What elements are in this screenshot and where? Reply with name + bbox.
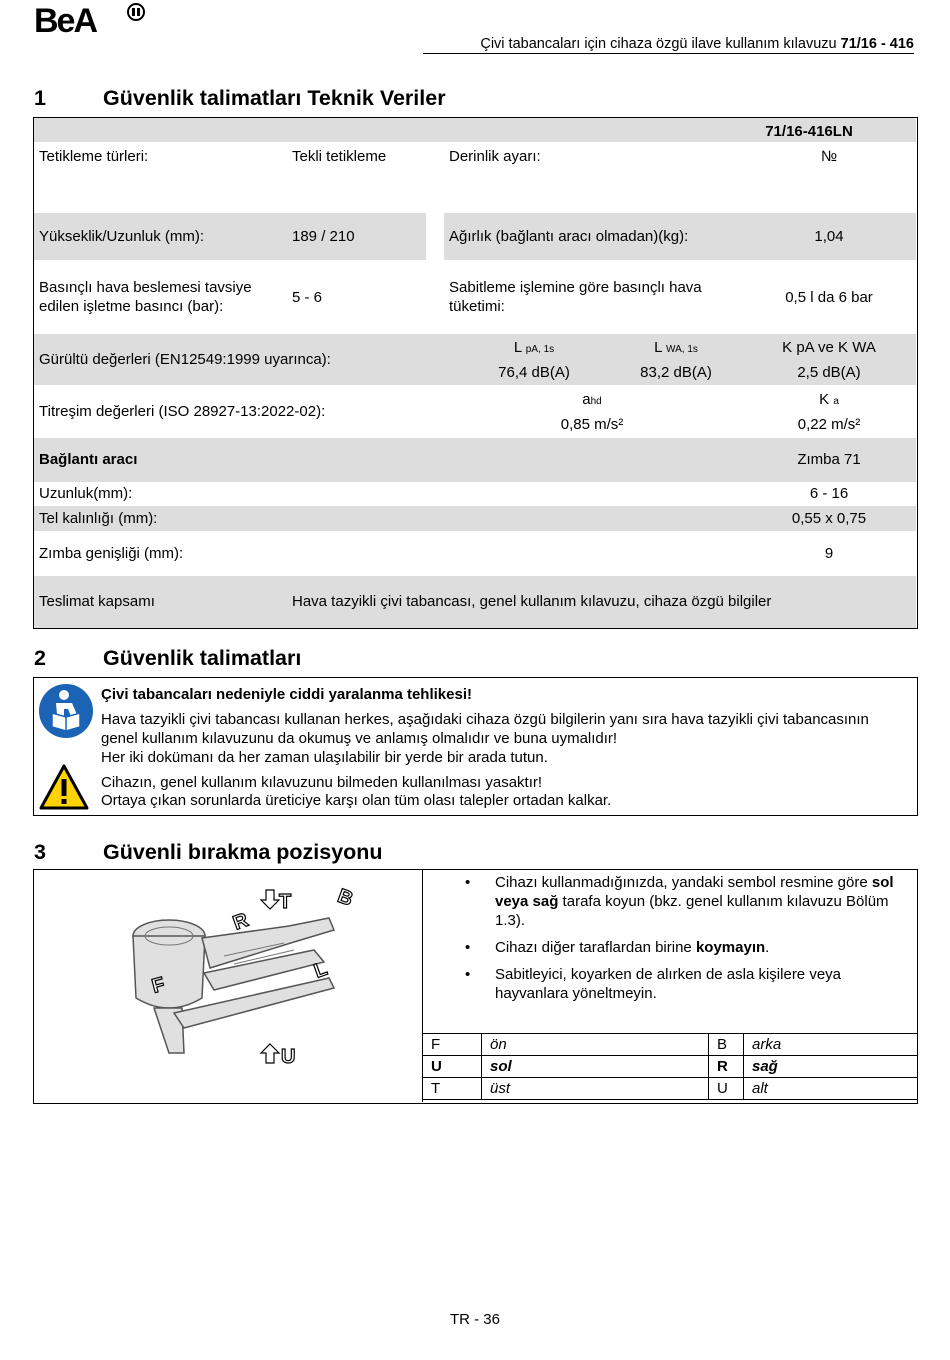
safety-paragraph-2: Her iki dokümanı da her zaman ulaşılabilir bir yerde bir arada tutun. bbox=[101, 749, 548, 766]
header-rule bbox=[423, 53, 914, 54]
wire-value: 0,55 x 0,75 bbox=[791, 510, 867, 527]
safety-paragraph-1: Hava tazyikli çivi tabancası kullanan herkes, aşağıdaki cihaza özgü bilgilerin yanı sıra hava tazyikli çivi tabancasının genel kullanım kılavuzunu da okumuş ve anlamış olmalıdır ve buna uymalıdır! bbox=[101, 711, 869, 747]
noise-lwa-symbol: L bbox=[654, 339, 662, 356]
noise-lpa-subscript: pA, 1s bbox=[525, 344, 555, 355]
safety-box bbox=[33, 677, 918, 816]
noise-k-header: K pA ve K WA bbox=[782, 339, 876, 356]
pressure-value: 5 - 6 bbox=[292, 289, 323, 306]
logo-text: BeA bbox=[34, 2, 97, 36]
noise-k-value: 2,5 dB(A) bbox=[797, 364, 861, 381]
vib-a-symbol: a bbox=[582, 391, 591, 408]
header-model: 71/16 - 416 bbox=[840, 36, 914, 52]
model-column-header: 71/16-416LN bbox=[765, 123, 853, 140]
bea-logo bbox=[34, 2, 146, 36]
legend-row bbox=[423, 1078, 918, 1100]
legend-value: ön bbox=[482, 1034, 709, 1056]
header-title-text: Çivi tabancaları için cihaza özgü ilave kullanım kılavuzu bbox=[480, 36, 837, 52]
length-value: 6 - 16 bbox=[809, 485, 849, 502]
legend-value: üst bbox=[482, 1078, 709, 1100]
vib-a-subscript: hd bbox=[590, 396, 602, 407]
consumption-label: Sabitleme işlemine göre basınçlı hava tüketimi: bbox=[449, 279, 702, 315]
figure-label-f: F bbox=[149, 973, 168, 998]
trigger-value: Tekli tetikleme bbox=[292, 148, 387, 165]
legend-key: U bbox=[709, 1078, 744, 1100]
bullet-1-text-c: tarafa koyun (bkz. genel kullanım kılavuzu Bölüm 1.3). bbox=[495, 893, 889, 929]
bullet-2 bbox=[459, 938, 909, 957]
arrow-up-icon bbox=[261, 1044, 279, 1063]
depth-label: Derinlik ayarı: bbox=[449, 148, 541, 165]
noise-lwa-header bbox=[616, 338, 736, 359]
bullet-1-text-b: sol veya sağ bbox=[495, 874, 894, 910]
legend-row bbox=[423, 1056, 918, 1078]
noise-lpa-header bbox=[474, 338, 594, 359]
bullet-1-text-a: Cihazı kullanmadığınızda, yandaki sembol resmine göre bbox=[495, 874, 872, 891]
legend-value: arka bbox=[744, 1034, 918, 1056]
warning-triangle-icon bbox=[38, 763, 90, 811]
noise-lwa-value: 83,2 dB(A) bbox=[640, 364, 712, 381]
trigger-label: Tetikleme türleri: bbox=[39, 148, 149, 165]
noise-lpa-value: 76,4 dB(A) bbox=[498, 364, 570, 381]
warning-title: Çivi tabancaları nedeniyle ciddi yaralanma tehlikesi! bbox=[101, 686, 472, 703]
noise-label: Gürültü değerleri (EN12549:1999 uyarınca): bbox=[39, 351, 331, 368]
section1-title: Güvenlik talimatları Teknik Veriler bbox=[103, 86, 446, 110]
noise-lpa-symbol: L bbox=[513, 339, 522, 356]
legend-key: T bbox=[423, 1078, 482, 1100]
storage-box bbox=[33, 869, 918, 1104]
header-title bbox=[480, 36, 914, 52]
wire-label: Tel kalınlığı (mm): bbox=[39, 510, 158, 527]
nailer-figure bbox=[114, 878, 354, 1068]
vib-k-value: 0,22 m/s² bbox=[797, 416, 861, 433]
safety-paragraph-4: Ortaya çıkan sorunlarda üreticiye karşı olan tüm olası talepler ortadan kalkar. bbox=[101, 792, 612, 809]
vib-a-header bbox=[532, 390, 652, 411]
bullet-1 bbox=[459, 873, 909, 930]
section2-number: 2 bbox=[34, 646, 46, 670]
vib-k-header bbox=[769, 390, 889, 411]
bullet-3: • Sabitleyici, koyarken de alırken de asla kişilere veya hayvanlara yöneltmeyin. bbox=[459, 965, 909, 1003]
fastener-label: Bağlantı aracı bbox=[39, 451, 138, 468]
crown-value: 9 bbox=[824, 545, 834, 562]
page-number: TR - 36 bbox=[449, 1311, 500, 1328]
pressure-label: Basınçlı hava beslemesi tavsiye edilen işletme basıncı (bar): bbox=[39, 279, 252, 315]
tech-data-table bbox=[33, 117, 918, 629]
legend-key: U bbox=[423, 1056, 482, 1078]
direction-legend bbox=[422, 1033, 918, 1100]
figure-label-b: B bbox=[334, 885, 354, 911]
section2-title: Güvenlik talimatları bbox=[103, 646, 302, 670]
delivery-value: Hava tazyikli çivi tabancası, genel kullanım kılavuzu, cihaza özgü bilgiler bbox=[292, 593, 772, 610]
vib-k-symbol: K bbox=[819, 391, 830, 408]
bullet-2-text-a: Cihazı diğer taraflardan birine bbox=[495, 939, 696, 956]
legend-value: sağ bbox=[744, 1056, 918, 1078]
bullet-2-text-c: . bbox=[765, 939, 770, 956]
delivery-label: Teslimat kapsamı bbox=[39, 593, 155, 610]
vibration-label: Titreşim değerleri (ISO 28927-13:2022-02): bbox=[39, 403, 326, 420]
weight-label: Ağırlık (bağlantı aracı olmadan)(kg): bbox=[449, 228, 689, 245]
legend-key: B bbox=[709, 1034, 744, 1056]
legend-key: R bbox=[709, 1056, 744, 1078]
crown-label: Zımba genişliği (mm): bbox=[39, 545, 184, 562]
length-label: Uzunluk(mm): bbox=[39, 485, 133, 502]
section3-title: Güvenli bırakma pozisyonu bbox=[103, 840, 383, 864]
depth-value: № bbox=[820, 148, 838, 165]
weight-value: 1,04 bbox=[814, 228, 844, 245]
figure-label-l: L bbox=[311, 957, 331, 983]
storage-bullets bbox=[459, 873, 909, 1011]
height-value: 189 / 210 bbox=[292, 228, 355, 245]
noise-lwa-subscript: WA, 1s bbox=[666, 344, 698, 355]
figure-label-t: T bbox=[279, 891, 292, 913]
fastener-value: Zımba 71 bbox=[797, 451, 861, 468]
legend-key: F bbox=[423, 1034, 482, 1056]
read-manual-icon bbox=[38, 683, 94, 739]
vib-a-value: 0,85 m/s² bbox=[560, 416, 624, 433]
section1-number: 1 bbox=[34, 86, 46, 110]
safety-paragraph-3: Cihazın, genel kullanım kılavuzunu bilmeden kullanılması yasaktır! bbox=[101, 774, 543, 791]
vib-k-subscript: a bbox=[833, 396, 839, 407]
legend-value: sol bbox=[482, 1056, 709, 1078]
bullet-2-text-b: koymayın bbox=[695, 939, 766, 956]
height-label: Yükseklik/Uzunluk (mm): bbox=[39, 228, 205, 245]
consumption-value: 0,5 l da 6 bar bbox=[785, 289, 873, 306]
legend-row bbox=[423, 1034, 918, 1056]
section3-number: 3 bbox=[34, 840, 46, 864]
legend-value: alt bbox=[744, 1078, 918, 1100]
arrow-down-icon bbox=[261, 890, 279, 909]
figure-label-r: R bbox=[230, 909, 252, 935]
figure-label-u: U bbox=[281, 1046, 296, 1068]
